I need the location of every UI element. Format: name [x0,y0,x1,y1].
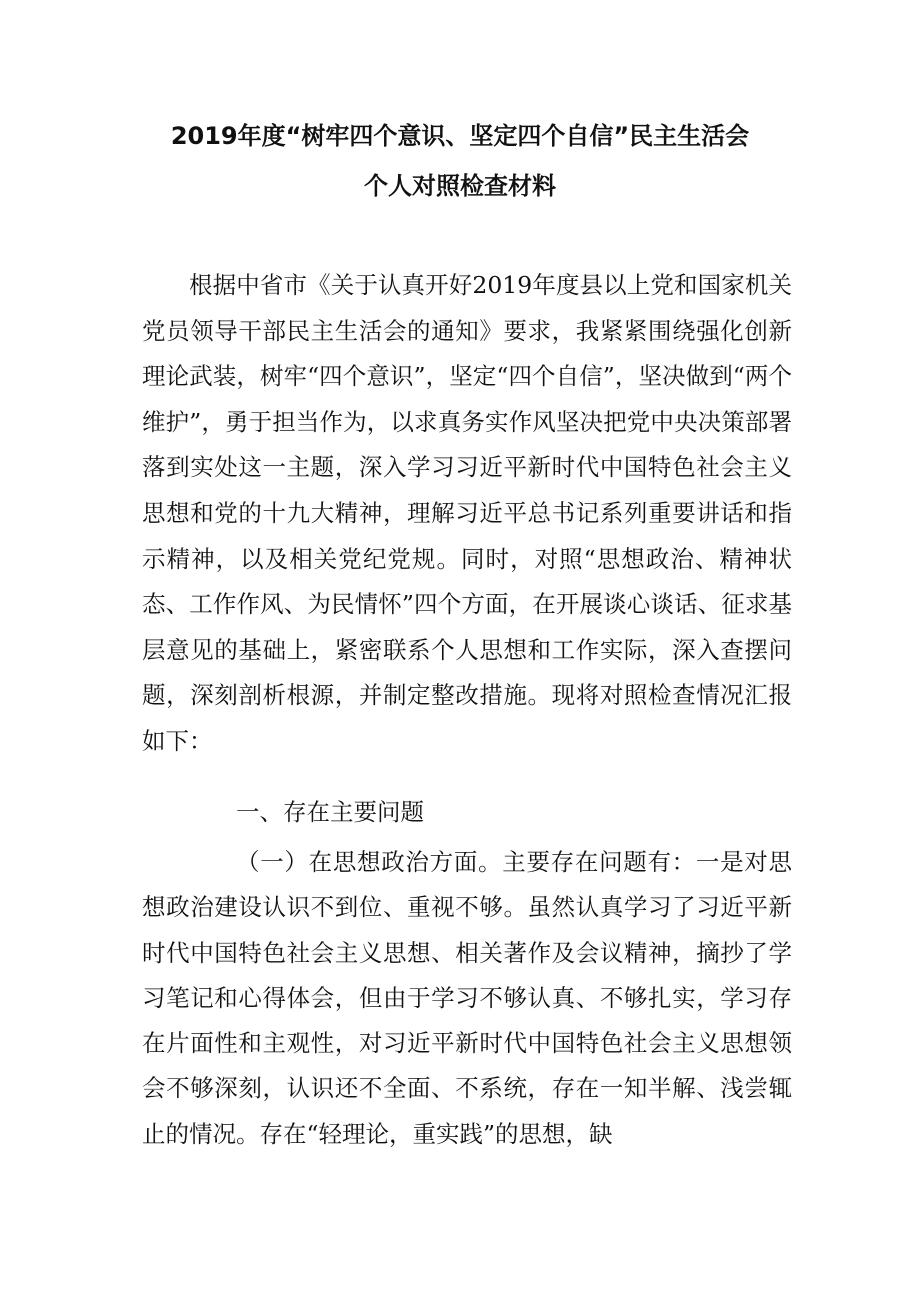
document-title-line-1: 2019年度“树牢四个意识、坚定四个自信”民主生活会 [170,122,750,150]
intro-paragraph: 根据中省市《关于认真开好2019年度县以上党和国家机关党员领导干部民主生活会的通知》要求，我紧紧围绕强化创新理论武装，树牢“四个意识”，坚定“四个自信”，坚决做到“两个维护”，勇于担当作为，以求真务实作风坚决把党中央决策部署落到实处这一主题，深入学习习近平新时代中国特色社会主义思想和党的十九大精神，理解习近平总书记系列重要讲话和指示精神，以及相关党纪党规。同时，对照“思想政治、精神状态、工作作风、为民情怀”四个方面，在开展谈心谈话、征求基层意见的基础上，紧密联系个人思想和工作实际，深入查摆问题，深刻剖析根源，并制定整改措施。现将对照检查情况汇报如下： [142,271,792,755]
section-heading: 一、存在主要问题 [236,798,424,826]
problem-paragraph: （一）在思想政治方面。主要存在问题有：一是对思想政治建设认识不到位、重视不够。虽然认真学习了习近平新时代中国特色社会主义思想、相关著作及会议精神，摘抄了学习笔记和心得体会，但由于学习不够认真、不够扎实，学习存在片面性和主观性，对习近平新时代中国特色社会主义思想领会不够深刻，认识还不全面、不系统，存在一知半解、浅尝辄止的情况。存在“轻理论，重实践”的思想，缺 [142,848,792,1148]
document-title-line-2: 个人对照检查材料 [364,172,556,200]
